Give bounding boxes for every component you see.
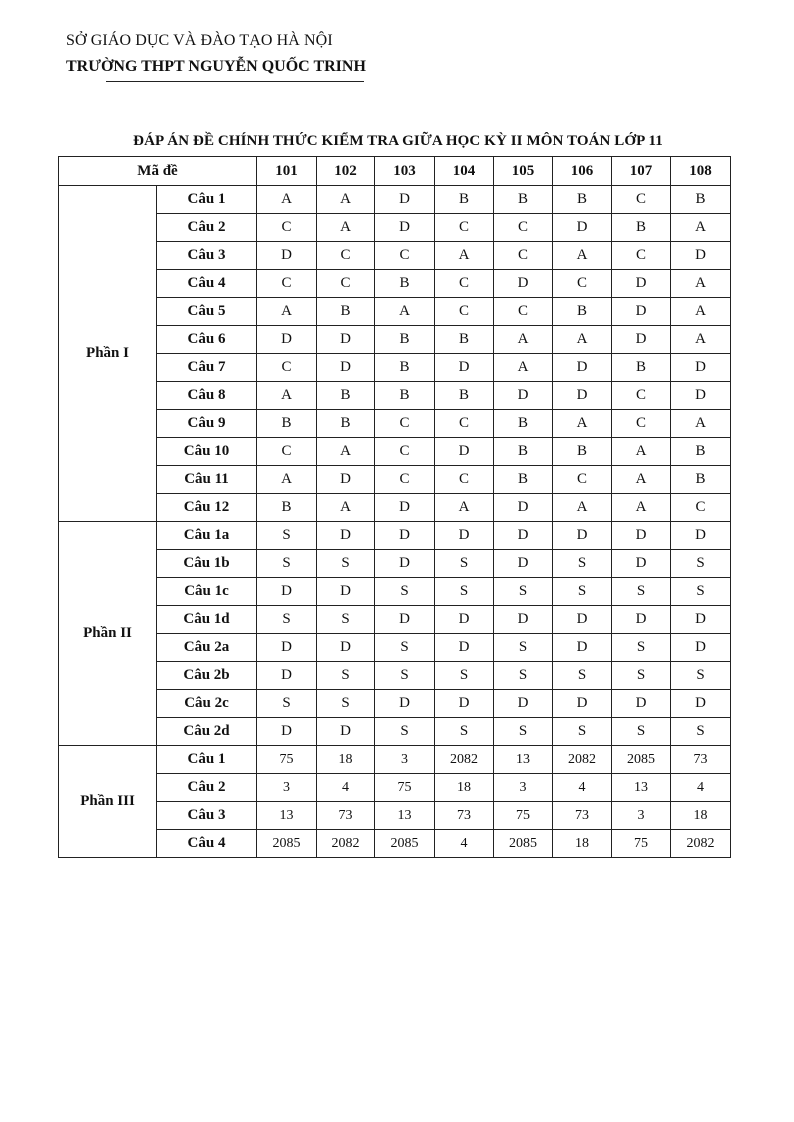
answer-cell: 2082 (435, 746, 494, 774)
answer-cell: C (671, 494, 731, 522)
answer-cell: S (553, 550, 612, 578)
question-label: Câu 3 (157, 242, 257, 270)
question-label: Câu 2 (157, 214, 257, 242)
answer-cell: S (435, 662, 494, 690)
answer-cell: 4 (553, 774, 612, 802)
answer-cell: D (375, 690, 435, 718)
answer-cell: C (375, 242, 435, 270)
answer-cell: C (435, 298, 494, 326)
answer-cell: D (375, 606, 435, 634)
answer-cell: A (375, 298, 435, 326)
answer-cell: D (494, 550, 553, 578)
answer-cell: 75 (612, 830, 671, 858)
answer-cell: D (375, 214, 435, 242)
answer-cell: C (612, 382, 671, 410)
question-label: Câu 4 (157, 830, 257, 858)
question-label: Câu 1a (157, 522, 257, 550)
answer-cell: C (317, 242, 375, 270)
exam-code: 107 (612, 157, 671, 186)
question-label: Câu 1b (157, 550, 257, 578)
answer-cell: D (612, 606, 671, 634)
answer-cell: 75 (375, 774, 435, 802)
answer-cell: B (435, 382, 494, 410)
table-row (59, 690, 731, 718)
answer-cell: D (494, 690, 553, 718)
answer-cell: 18 (553, 830, 612, 858)
answer-cell: D (257, 242, 317, 270)
answer-cell: S (671, 550, 731, 578)
department-name: SỞ GIÁO DỤC VÀ ĐÀO TẠO HÀ NỘI (66, 32, 333, 49)
exam-code: 103 (375, 157, 435, 186)
answer-cell: S (375, 634, 435, 662)
answer-cell: D (553, 382, 612, 410)
table-row (59, 830, 731, 858)
table-row (59, 662, 731, 690)
answer-cell: S (375, 578, 435, 606)
question-label: Câu 3 (157, 802, 257, 830)
answer-cell: D (553, 606, 612, 634)
answer-cell: B (317, 410, 375, 438)
answer-cell: D (612, 550, 671, 578)
answer-cell: D (435, 690, 494, 718)
answer-cell: D (375, 186, 435, 214)
answer-cell: 2085 (612, 746, 671, 774)
answer-cell: C (494, 298, 553, 326)
answer-cell: B (553, 438, 612, 466)
exam-code: 106 (553, 157, 612, 186)
answer-cell: S (671, 662, 731, 690)
answer-cell: 4 (435, 830, 494, 858)
answer-cell: 18 (671, 802, 731, 830)
answer-key-table (58, 156, 731, 858)
answer-cell: S (553, 662, 612, 690)
answer-cell: C (317, 270, 375, 298)
answer-cell: D (435, 522, 494, 550)
answer-cell: 3 (612, 802, 671, 830)
answer-cell: C (612, 242, 671, 270)
answer-cell: A (553, 494, 612, 522)
answer-cell: 13 (612, 774, 671, 802)
answer-cell: 13 (494, 746, 553, 774)
answer-cell: S (317, 550, 375, 578)
answer-cell: 4 (671, 774, 731, 802)
answer-cell: B (494, 186, 553, 214)
answer-cell: 2082 (317, 830, 375, 858)
table-row (59, 186, 731, 214)
answer-cell: 75 (257, 746, 317, 774)
answer-cell: C (494, 214, 553, 242)
answer-cell: 2085 (494, 830, 553, 858)
answer-cell: B (317, 382, 375, 410)
answer-cell: B (671, 186, 731, 214)
answer-cell: D (317, 718, 375, 746)
question-label: Câu 1d (157, 606, 257, 634)
exam-code-header: Mã đề (59, 157, 257, 186)
answer-cell: D (671, 382, 731, 410)
answer-cell: S (435, 578, 494, 606)
answer-cell: S (317, 662, 375, 690)
answer-cell: B (257, 494, 317, 522)
answer-cell: 2082 (553, 746, 612, 774)
answer-cell: D (435, 634, 494, 662)
answer-cell: S (257, 606, 317, 634)
answer-cell: S (612, 634, 671, 662)
answer-cell: A (612, 466, 671, 494)
answer-cell: C (257, 214, 317, 242)
answer-cell: 3 (375, 746, 435, 774)
section-label: Phần I (59, 186, 157, 522)
answer-cell: C (435, 270, 494, 298)
answer-cell: 18 (317, 746, 375, 774)
table-row (59, 802, 731, 830)
answer-cell: A (317, 214, 375, 242)
answer-cell: C (553, 270, 612, 298)
answer-cell: A (257, 298, 317, 326)
answer-cell: D (435, 606, 494, 634)
question-label: Câu 11 (157, 466, 257, 494)
question-label: Câu 9 (157, 410, 257, 438)
answer-cell: 2085 (375, 830, 435, 858)
answer-cell: D (317, 578, 375, 606)
answer-cell: S (553, 718, 612, 746)
answer-cell: C (553, 466, 612, 494)
answer-cell: A (553, 242, 612, 270)
answer-table-body (59, 157, 731, 858)
question-label: Câu 1 (157, 746, 257, 774)
table-row (59, 606, 731, 634)
answer-cell: 73 (317, 802, 375, 830)
answer-cell: 2085 (257, 830, 317, 858)
answer-cell: D (317, 522, 375, 550)
answer-cell: B (435, 326, 494, 354)
answer-cell: A (671, 326, 731, 354)
exam-code: 108 (671, 157, 731, 186)
answer-cell: 2082 (671, 830, 731, 858)
question-label: Câu 2 (157, 774, 257, 802)
table-row (59, 774, 731, 802)
answer-cell: D (317, 354, 375, 382)
answer-cell: A (612, 438, 671, 466)
header-underline (106, 81, 364, 82)
answer-cell: B (257, 410, 317, 438)
answer-cell: D (553, 214, 612, 242)
answer-cell: S (317, 690, 375, 718)
answer-cell: D (671, 606, 731, 634)
answer-cell: A (553, 326, 612, 354)
answer-cell: A (317, 186, 375, 214)
answer-cell: D (435, 438, 494, 466)
section-label: Phần III (59, 746, 157, 858)
answer-cell: A (494, 354, 553, 382)
answer-cell: C (435, 410, 494, 438)
answer-cell: C (375, 466, 435, 494)
answer-cell: S (257, 690, 317, 718)
answer-cell: 3 (257, 774, 317, 802)
question-label: Câu 10 (157, 438, 257, 466)
answer-cell: D (671, 690, 731, 718)
answer-cell: C (494, 242, 553, 270)
answer-cell: D (612, 270, 671, 298)
answer-cell: D (553, 522, 612, 550)
answer-cell: D (671, 634, 731, 662)
answer-cell: D (612, 326, 671, 354)
question-label: Câu 4 (157, 270, 257, 298)
answer-cell: S (257, 550, 317, 578)
exam-code: 102 (317, 157, 375, 186)
answer-cell: 3 (494, 774, 553, 802)
answer-cell: S (494, 718, 553, 746)
answer-cell: D (612, 522, 671, 550)
answer-cell: D (375, 550, 435, 578)
answer-cell: A (257, 186, 317, 214)
table-row (59, 438, 731, 466)
answer-cell: D (494, 382, 553, 410)
school-name: TRƯỜNG THPT NGUYỄN QUỐC TRINH (66, 58, 366, 75)
table-row (59, 242, 731, 270)
question-label: Câu 7 (157, 354, 257, 382)
table-row (59, 354, 731, 382)
answer-cell: C (612, 410, 671, 438)
answer-cell: A (257, 466, 317, 494)
answer-cell: D (257, 634, 317, 662)
question-label: Câu 12 (157, 494, 257, 522)
answer-cell: 13 (257, 802, 317, 830)
answer-cell: S (257, 522, 317, 550)
answer-cell: 13 (375, 802, 435, 830)
answer-cell: B (671, 466, 731, 494)
table-row (59, 270, 731, 298)
answer-cell: A (257, 382, 317, 410)
answer-cell: B (553, 298, 612, 326)
answer-cell: S (612, 662, 671, 690)
answer-cell: S (375, 718, 435, 746)
answer-cell: A (494, 326, 553, 354)
answer-cell: B (375, 354, 435, 382)
table-row (59, 578, 731, 606)
answer-cell: A (671, 270, 731, 298)
answer-cell: S (494, 578, 553, 606)
exam-code: 104 (435, 157, 494, 186)
answer-cell: D (494, 522, 553, 550)
answer-cell: B (375, 326, 435, 354)
answer-cell: D (375, 494, 435, 522)
answer-cell: C (257, 438, 317, 466)
answer-cell: A (317, 494, 375, 522)
answer-cell: D (317, 634, 375, 662)
answer-cell: S (375, 662, 435, 690)
answer-cell: B (494, 410, 553, 438)
answer-cell: D (257, 718, 317, 746)
table-row (59, 466, 731, 494)
answer-cell: S (435, 718, 494, 746)
document-header (66, 30, 366, 74)
exam-code: 101 (257, 157, 317, 186)
answer-cell: 18 (435, 774, 494, 802)
answer-cell: S (494, 634, 553, 662)
answer-cell: 75 (494, 802, 553, 830)
answer-cell: D (612, 690, 671, 718)
question-label: Câu 6 (157, 326, 257, 354)
table-row (59, 634, 731, 662)
question-label: Câu 8 (157, 382, 257, 410)
answer-cell: D (317, 466, 375, 494)
table-row (59, 718, 731, 746)
answer-cell: D (257, 326, 317, 354)
answer-cell: 73 (553, 802, 612, 830)
answer-cell: A (317, 438, 375, 466)
answer-cell: A (671, 410, 731, 438)
answer-cell: B (671, 438, 731, 466)
answer-cell: C (435, 466, 494, 494)
answer-cell: D (257, 578, 317, 606)
answer-cell: D (494, 606, 553, 634)
question-label: Câu 2b (157, 662, 257, 690)
answer-cell: S (671, 718, 731, 746)
question-label: Câu 1 (157, 186, 257, 214)
table-row (59, 326, 731, 354)
answer-cell: B (435, 186, 494, 214)
answer-cell: C (375, 410, 435, 438)
answer-cell: D (375, 522, 435, 550)
answer-cell: A (435, 494, 494, 522)
answer-cell: S (494, 662, 553, 690)
table-header-row (59, 157, 731, 186)
answer-cell: A (671, 298, 731, 326)
answer-cell: B (375, 270, 435, 298)
table-row (59, 410, 731, 438)
table-row (59, 522, 731, 550)
answer-cell: B (553, 186, 612, 214)
table-row (59, 298, 731, 326)
answer-cell: B (494, 466, 553, 494)
answer-cell: D (317, 326, 375, 354)
answer-cell: C (375, 438, 435, 466)
section-label: Phần II (59, 522, 157, 746)
table-row (59, 746, 731, 774)
answer-cell: D (435, 354, 494, 382)
exam-code: 105 (494, 157, 553, 186)
table-row (59, 382, 731, 410)
answer-cell: C (612, 186, 671, 214)
answer-cell: B (494, 438, 553, 466)
answer-cell: B (612, 354, 671, 382)
answer-cell: D (553, 634, 612, 662)
question-label: Câu 2d (157, 718, 257, 746)
answer-cell: B (317, 298, 375, 326)
answer-cell: D (553, 354, 612, 382)
table-row (59, 214, 731, 242)
question-label: Câu 5 (157, 298, 257, 326)
answer-cell: B (375, 382, 435, 410)
answer-cell: D (612, 298, 671, 326)
answer-cell: 4 (317, 774, 375, 802)
question-label: Câu 1c (157, 578, 257, 606)
answer-cell: S (612, 578, 671, 606)
answer-cell: C (435, 214, 494, 242)
answer-cell: A (671, 214, 731, 242)
answer-cell: A (612, 494, 671, 522)
document-title: ĐÁP ÁN ĐỀ CHÍNH THỨC KIỂM TRA GIỮA HỌC KỲ II MÔN TOÁN LỚP 11 (133, 133, 663, 149)
answer-cell: S (435, 550, 494, 578)
question-label: Câu 2a (157, 634, 257, 662)
answer-cell: D (553, 690, 612, 718)
answer-cell: S (612, 718, 671, 746)
answer-cell: B (612, 214, 671, 242)
answer-cell: D (671, 242, 731, 270)
table-row (59, 550, 731, 578)
answer-cell: S (317, 606, 375, 634)
question-label: Câu 2c (157, 690, 257, 718)
answer-cell: D (494, 270, 553, 298)
answer-cell: 73 (671, 746, 731, 774)
answer-cell: C (257, 270, 317, 298)
answer-cell: D (671, 522, 731, 550)
answer-cell: C (257, 354, 317, 382)
answer-cell: A (553, 410, 612, 438)
answer-cell: D (494, 494, 553, 522)
answer-cell: D (257, 662, 317, 690)
table-row (59, 494, 731, 522)
answer-cell: 73 (435, 802, 494, 830)
answer-cell: A (435, 242, 494, 270)
answer-cell: D (671, 354, 731, 382)
answer-cell: S (553, 578, 612, 606)
answer-cell: S (671, 578, 731, 606)
